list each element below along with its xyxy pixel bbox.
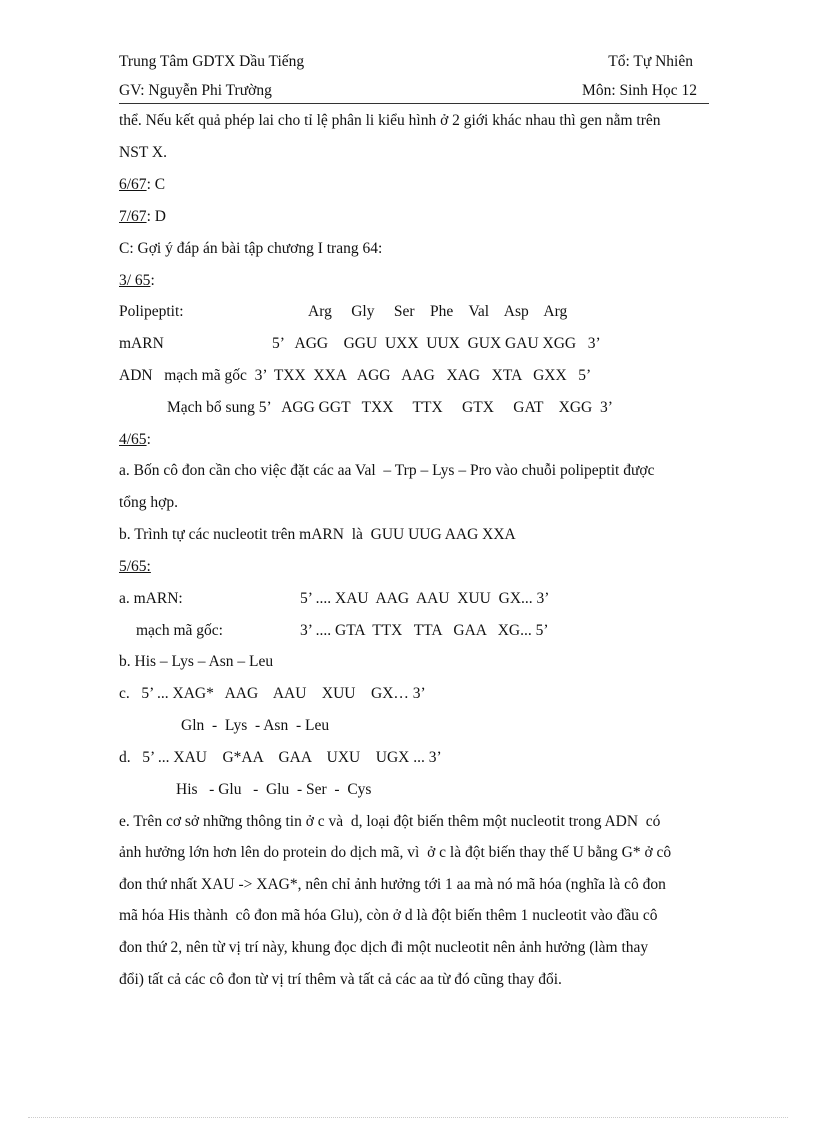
- q5-answer-e-line: đổi) tất cả các cô đon từ vị trí thêm và tất cả các aa từ đó cũng thay đổi.: [119, 971, 562, 988]
- q5-answer-c-sequence: c. 5’ ... XAG* AAG AAU XUU GX… 3’: [119, 685, 426, 702]
- marn-sequence: 5’ AGG GGU UXX UUX GUX GAU XGG 3’: [272, 335, 601, 352]
- q5-answer-e-line: đon thứ nhất XAU -> XAG*, nên chỉ ảnh hưởng tới 1 aa mà nó mã hóa (nghĩa là cô đon: [119, 876, 666, 893]
- q5-answer-d-sequence: d. 5’ ... XAU G*AA GAA UXU UGX ... 3’: [119, 749, 442, 766]
- marn-label: mARN: [119, 335, 164, 352]
- header-row-2: [119, 82, 709, 102]
- answer-text: : D: [146, 208, 166, 225]
- q5-answer-c-peptide: Gln - Lys - Asn - Leu: [181, 717, 330, 734]
- q5-answer-e-line: mã hóa His thành cô đon mã hóa Glu), còn ở d là đột biến thêm 1 nucleotit vào đầu cô: [119, 907, 658, 924]
- q5-answer-d-peptide: His - Glu - Glu - Ser - Cys: [176, 781, 372, 798]
- question-4-heading: [119, 430, 151, 450]
- header-row-1: [119, 53, 709, 73]
- body-line: NST X.: [119, 144, 167, 161]
- question-ref: 7/67: [119, 208, 147, 225]
- subject-name: Môn: Sinh Học 12: [582, 82, 697, 99]
- question-5-heading: 5/65:: [119, 558, 151, 575]
- department-name: Tổ: Tự Nhiên: [608, 53, 693, 70]
- q5-answer-e-line: ảnh hưởng lớn hơn lên do protein do dịch mã, vì ở c là đột biến thay thế U bằng G* ở cô: [119, 844, 672, 861]
- q5-marn-sequence: 5’ .... XAU AAG AAU XUU GX... 3’: [300, 590, 550, 607]
- body-line: thể. Nếu kết quả phép lai cho tỉ lệ phân li kiểu hình ở 2 giới khác nhau thì gen nằm trên: [119, 112, 661, 129]
- q4-answer-b: b. Trình tự các nucleotit trên mARN là GUU UUG AAG XXA: [119, 526, 516, 543]
- q5-answer-e-line: e. Trên cơ sở những thông tin ở c và d, loại đột biến thêm một nucleotit trong ADN có: [119, 813, 661, 830]
- header-divider: [119, 103, 709, 104]
- complementary-strand: Mạch bổ sung 5’ AGG GGT TXX TTX GTX GAT XGG 3’: [167, 399, 613, 416]
- teacher-name: GV: Nguyễn Phi Trường: [119, 82, 272, 99]
- q4-answer-a: a. Bốn cô đon cần cho việc đặt các aa Val – Trp – Lys – Pro vào chuỗi polipeptit được: [119, 462, 655, 479]
- q4-answer-a-cont: tổng hợp.: [119, 494, 179, 511]
- section-heading: C: Gợi ý đáp án bài tập chương I trang 64:: [119, 240, 383, 257]
- adn-template-strand: ADN mạch mã gốc 3’ TXX XXA AGG AAG XAG XTA GXX 5’: [119, 367, 592, 384]
- answer-7: [119, 207, 166, 227]
- polipeptit-sequence: Arg Gly Ser Phe Val Asp Arg: [308, 303, 568, 320]
- q5-marn-label: a. mARN:: [119, 590, 183, 607]
- page-edge-divider: [28, 1117, 788, 1118]
- answer-6: [119, 175, 165, 195]
- question-ref: 3/ 65: [119, 272, 151, 289]
- polipeptit-label: Polipeptit:: [119, 303, 184, 320]
- school-name: Trung Tâm GDTX Dầu Tiếng: [119, 53, 305, 70]
- question-ref: 6/67: [119, 176, 147, 193]
- q5-answer-b: b. His – Lys – Asn – Leu: [119, 653, 274, 670]
- colon: :: [146, 431, 151, 448]
- question-ref: 4/65: [119, 431, 147, 448]
- question-3-heading: [119, 271, 155, 291]
- q5-template-label: mạch mã gốc:: [136, 622, 223, 639]
- colon: :: [150, 272, 155, 289]
- answer-text: : C: [146, 176, 166, 193]
- q5-answer-e-line: đon thứ 2, nên từ vị trí này, khung đọc dịch đi một nucleotit nên ảnh hưởng (làm thay: [119, 939, 649, 956]
- q5-template-sequence: 3’ .... GTA TTX TTA GAA XG... 5’: [300, 622, 549, 639]
